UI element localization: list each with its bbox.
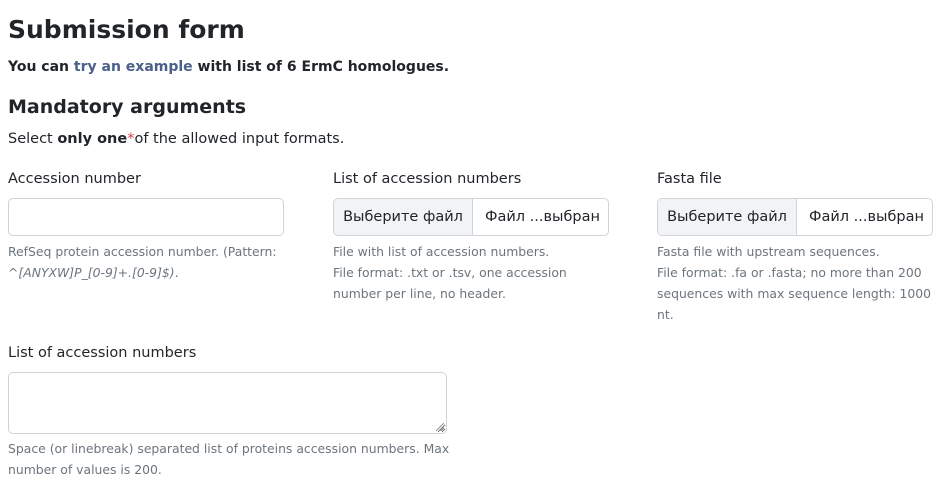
select-instruction	[8, 129, 344, 149]
accession-file-help-line2: File format: .txt or .tsv, one accession	[333, 265, 567, 280]
accession-file-status: Файл ...выбран	[485, 209, 601, 225]
accession-list-help	[8, 438, 478, 480]
accession-file-help-line3: number per line, no header.	[333, 286, 506, 301]
fasta-file-input[interactable]	[657, 198, 933, 236]
accession-help-pattern: ^[ANYXW]P_[0-9]+.[0-9]$)	[8, 265, 175, 280]
accession-file-input[interactable]	[333, 198, 609, 236]
fasta-file-status: Файл ...выбран	[809, 209, 925, 225]
accession-list-label: List of accession numbers	[8, 345, 197, 361]
fasta-help-line1: Fasta file with upstream sequences.	[657, 244, 880, 259]
fasta-help-line4: nt.	[657, 307, 674, 322]
required-asterisk: *	[127, 131, 135, 147]
fasta-help-line2: File format: .fa or .fasta; no more than 200	[657, 265, 922, 280]
accession-list-help-line2: number of values is 200.	[8, 462, 162, 477]
intro-prefix: You can	[8, 59, 74, 75]
fasta-file-choose-button[interactable]: Выберите файл	[658, 199, 797, 235]
fasta-file-label: Fasta file	[657, 171, 722, 187]
intro-text	[8, 57, 449, 77]
accession-number-input[interactable]	[8, 198, 284, 236]
accession-help-line1: RefSeq protein accession number. (Pattern:	[8, 244, 277, 259]
accession-number-help	[8, 241, 308, 283]
accession-list-help-line1: Space (or linebreak) separated list of proteins accession numbers. Max	[8, 441, 450, 456]
accession-file-choose-button[interactable]: Выберите файл	[334, 199, 473, 235]
resize-grip-icon[interactable]	[436, 423, 444, 431]
accession-help-end: .	[174, 265, 179, 280]
fasta-file-help	[657, 241, 942, 325]
accession-list-wrapper	[8, 372, 447, 434]
intro-suffix: with list of 6 ErmC homologues.	[192, 59, 450, 75]
select-prefix: Select	[8, 131, 58, 147]
accession-file-help-line1: File with list of accession numbers.	[333, 244, 550, 259]
try-example-link[interactable]: try an example	[73, 59, 193, 75]
accession-list-textarea[interactable]	[8, 372, 447, 434]
accession-file-label: List of accession numbers	[333, 171, 522, 187]
accession-file-help	[333, 241, 633, 304]
accession-number-label: Accession number	[8, 171, 141, 187]
select-suffix: of the allowed input formats.	[134, 131, 345, 147]
select-bold: only one	[57, 131, 128, 147]
mandatory-heading: Mandatory arguments	[8, 96, 247, 118]
fasta-help-line3: sequences with max sequence length: 1000	[657, 286, 932, 301]
page-title: Submission form	[8, 15, 245, 44]
